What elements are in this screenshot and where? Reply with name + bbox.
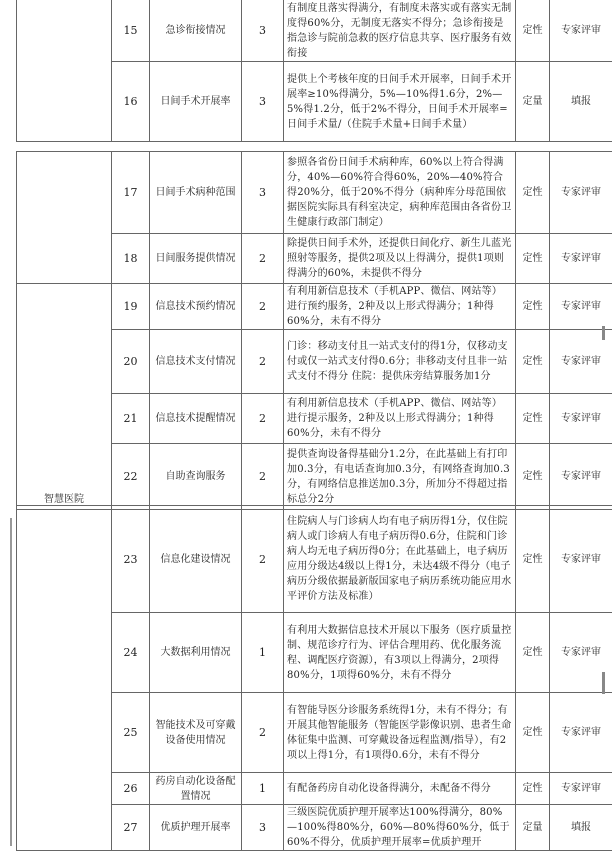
method-cell: 专家评审: [550, 693, 612, 773]
criteria-cell: 除提供日间手术外，还提供日间化疗、新生儿蓝光照射等服务，提供2项及以上得满分，提供1项则得满分的60%，未提供不得分: [284, 234, 516, 284]
score-cell: 2: [242, 234, 284, 284]
criteria-cell: 参照各省份日间手术病种库，60%以上符合得满分，40%—60%符合得60%，20%—40%符合得20%分，低于20%不得分（病种库分母范围依据医院实际具有科室决定，病种库范围由各省份卫生健康行政部门制定）: [284, 152, 516, 234]
criteria-cell: 三级医院优质护理开展率达100%得满分，80%—100%得80%分，60%—80%得60%分，低于60%不得分，优质护理开展率=优质护理开: [284, 805, 516, 851]
criteria-cell: 有利用大数据信息技术开展以下服务（医疗质量控制、规范诊疗行为、评估合理用药、优化服务流程、调配医疗资源），有3项以上得满分，2项得80%分，1项得60%分，未有不得分: [284, 613, 516, 693]
table-segment-2: [16, 151, 612, 510]
index-cell: 18: [112, 234, 150, 284]
type-cell: 定量: [516, 62, 550, 142]
table-row: [17, 506, 612, 613]
table-segment-1: [16, 0, 612, 142]
type-cell: 定性: [516, 234, 550, 284]
category-cell: [17, 152, 112, 284]
type-cell: 定性: [516, 330, 550, 394]
score-cell: 2: [242, 693, 284, 773]
index-cell: 20: [112, 330, 150, 394]
score-cell: 1: [242, 773, 284, 805]
method-cell: 专家评审: [550, 152, 612, 234]
criteria-cell: 有制度且落实得满分，有制度未落实或有落实无制度得60%分，无制度无落实不得分；急诊衔接是指急诊与院前急救的医疗信息共享、医疗服务有效衔接: [284, 0, 516, 62]
criteria-cell: 门诊：移动支付且一站式支付的得1分，仅移动支付或仅一站式支付得0.6分；非移动支付且非一站式支付不得分 住院：提供床旁结算服务加1分: [284, 330, 516, 394]
page-break-gap: [0, 143, 612, 151]
type-cell: 定性: [516, 613, 550, 693]
indicator-name-cell: 日间手术开展率: [150, 62, 242, 142]
method-cell: 专家评审: [550, 0, 612, 62]
indicator-name-cell: 智能技术及可穿戴设备使用情况: [150, 693, 242, 773]
left-margin-rule: [10, 518, 12, 846]
score-cell: 2: [242, 506, 284, 613]
score-cell: 1: [242, 613, 284, 693]
table-row: [17, 0, 612, 62]
criteria-cell: 有利用新信息技术（手机APP、微信、网站等）进行预约服务，2种及以上形式得满分；1种得60%分，未有不得分: [284, 284, 516, 330]
score-cell: 3: [242, 0, 284, 62]
table-row: [17, 284, 612, 330]
type-cell: 定性: [516, 773, 550, 805]
score-cell: 3: [242, 62, 284, 142]
criteria-cell: 提供上个考核年度的日间手术开展率，日间手术开展率≥10%得满分，5%—10%得1.6分，2%—5%得1.2分，低于2%不得分，日间手术开展率=日间手术量/（住院手术量+日间手术量）: [284, 62, 516, 142]
index-cell: 25: [112, 693, 150, 773]
type-cell: 定量: [516, 805, 550, 851]
indicator-name-cell: 大数据利用情况: [150, 613, 242, 693]
method-cell: 专家评审: [550, 773, 612, 805]
indicator-name-cell: 信息化建设情况: [150, 506, 242, 613]
score-cell: 2: [242, 330, 284, 394]
scroll-indicator: [602, 326, 605, 340]
score-cell: 2: [242, 394, 284, 444]
method-cell: 专家评审: [550, 444, 612, 510]
category-cell: [17, 506, 112, 851]
type-cell: 定性: [516, 0, 550, 62]
indicator-name-cell: 信息技术提醒情况: [150, 394, 242, 444]
type-cell: 定性: [516, 506, 550, 613]
score-cell: 3: [242, 152, 284, 234]
indicator-name-cell: 急诊衔接情况: [150, 0, 242, 62]
category-cell: 智慧医院: [17, 284, 112, 510]
method-cell: 专家评审: [550, 613, 612, 693]
criteria-cell: 住院病人与门诊病人均有电子病历得1分，仅住院病人或门诊病人有电子病历得0.6分，住院和门诊病人均无电子病历得0分；在此基础上，电子病历应用分级达4级以上得1分，未达4级不得分（电子病历分级依据最新版国家电子病历系统功能应用水平评价方法及标准）: [284, 506, 516, 613]
scroll-indicator: [602, 672, 605, 694]
method-cell: 填报: [550, 62, 612, 142]
indicator-name-cell: 信息技术预约情况: [150, 284, 242, 330]
index-cell: 19: [112, 284, 150, 330]
index-cell: 23: [112, 506, 150, 613]
score-cell: 2: [242, 444, 284, 510]
indicator-name-cell: 日间服务提供情况: [150, 234, 242, 284]
criteria-cell: 有智能导医分诊服务系统得1分，未有不得分；有开展其他智能服务（智能医学影像识别、患者生命体征集中监测、可穿戴设备远程监测/指导），有2项以上得1分，有1项得0.6分，未有不得分: [284, 693, 516, 773]
index-cell: 21: [112, 394, 150, 444]
index-cell: 26: [112, 773, 150, 805]
method-cell: 专家评审: [550, 234, 612, 284]
method-cell: 专家评审: [550, 394, 612, 444]
indicator-name-cell: 日间手术病种范围: [150, 152, 242, 234]
score-cell: 2: [242, 284, 284, 330]
type-cell: 定性: [516, 152, 550, 234]
method-cell: 填报: [550, 805, 612, 851]
indicator-name-cell: 自助查询服务: [150, 444, 242, 510]
type-cell: 定性: [516, 394, 550, 444]
method-cell: 专家评审: [550, 284, 612, 330]
indicator-name-cell: 优质护理开展率: [150, 805, 242, 851]
table-row: [17, 152, 612, 234]
index-cell: 27: [112, 805, 150, 851]
type-cell: 定性: [516, 444, 550, 510]
table-segment-3: [16, 505, 612, 851]
criteria-cell: 有配备药房自动化设备得满分，未配备不得分: [284, 773, 516, 805]
score-cell: 3: [242, 805, 284, 851]
index-cell: 15: [112, 0, 150, 62]
type-cell: 定性: [516, 693, 550, 773]
category-cell: [17, 0, 112, 142]
indicator-name-cell: 药房自动化设备配置情况: [150, 773, 242, 805]
indicator-name-cell: 信息技术支付情况: [150, 330, 242, 394]
method-cell: 专家评审: [550, 506, 612, 613]
index-cell: 17: [112, 152, 150, 234]
method-cell: 专家评审: [550, 330, 612, 394]
index-cell: 16: [112, 62, 150, 142]
criteria-cell: 提供查询设备得基础分1.2分，在此基础上有打印加0.3分，有电话查询加0.3分，有网络查询加0.3分，有网络信息推送加0.3分，所加分不得超过指标总分2分: [284, 444, 516, 510]
criteria-cell: 有利用新信息技术（手机APP、微信、网站等）进行提示服务，2种及以上形式得满分；1种得60%分，未有不得分: [284, 394, 516, 444]
index-cell: 22: [112, 444, 150, 510]
index-cell: 24: [112, 613, 150, 693]
type-cell: 定性: [516, 284, 550, 330]
